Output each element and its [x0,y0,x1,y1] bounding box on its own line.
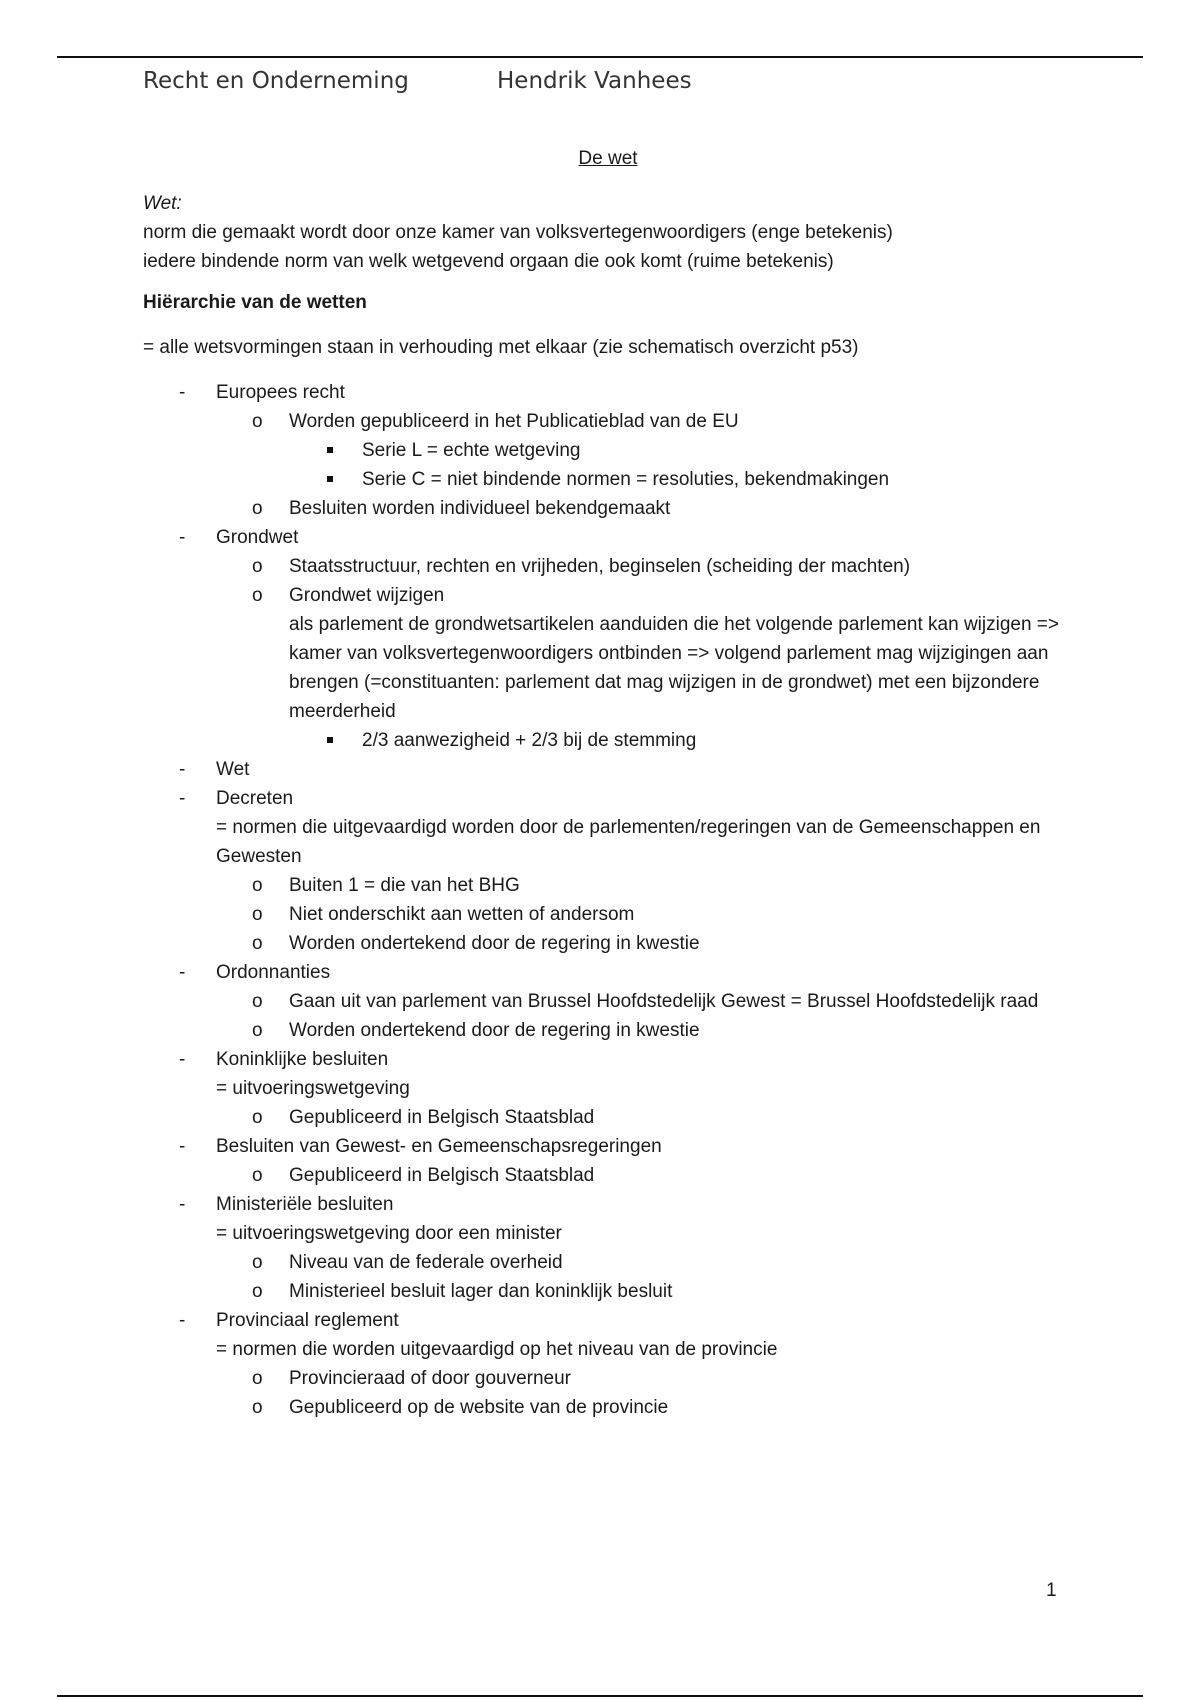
sub-item: o Gaan uit van parlement van Brussel Hoofdstedelijk Gewest = Brussel Hoofdstedelijk raad [216,987,1073,1016]
item-note: = normen die worden uitgevaardigd op het niveau van de provincie [216,1339,778,1360]
bullet-item: 2/3 aanwezigheid + 2/3 bij de stemming [289,726,1073,755]
sub-item: o Gepubliceerd in Belgisch Staatsblad [216,1103,1073,1132]
item-label: Ordonnanties [216,962,331,983]
course-title: Recht en Onderneming [143,68,409,94]
sub-item: o Provincieraad of door gouverneur [216,1364,1073,1393]
list-item [143,1045,1073,1132]
sub-item: o Niveau van de federale overheid [216,1248,1073,1277]
sub-item: o Gepubliceerd op de website van de provincie [216,1393,1073,1422]
list-item [143,523,1073,755]
sub-list [216,552,1073,755]
definition-line: norm die gemaakt wordt door onze kamer van volksvertegenwoordigers (enge betekenis) [143,222,893,243]
definition-label: Wet: [143,193,182,214]
sub-item: o Niet onderschikt aan wetten of andersom [216,900,1073,929]
sub-list [216,1161,1073,1190]
sub-item-text: Besluiten worden individueel bekendgemaakt [289,498,671,519]
item-label: Wet [216,759,250,780]
item-label: - Koninklijke besluiten [216,1049,389,1070]
list-item [143,1132,1073,1190]
sub-item: o Worden ondertekend door de regering in kwestie [216,929,1073,958]
item-label: - Provinciaal reglement [216,1310,399,1331]
list-item [143,1190,1073,1306]
sub-item: o Worden ondertekend door de regering in kwestie [216,1016,1073,1045]
sub-list [216,407,1073,523]
page-number: 1 [1046,1580,1057,1601]
bullet-item: Serie C = niet bindende normen = resoluties, bekendmakingen [289,465,1073,494]
document-body [143,144,1073,1422]
list-item [143,1306,1073,1422]
list-item [143,378,1073,523]
item-note: = uitvoeringswetgeving door een minister [216,1223,562,1244]
sub-item-text: Staatsstructuur, rechten en vrijheden, beginselen (scheiding der machten) [289,556,911,577]
bottom-rule [57,1695,1143,1697]
bullet-list [289,436,1073,494]
hierarchy-list [143,378,1073,1422]
sub-item [216,407,1073,494]
sub-list [216,1103,1073,1132]
item-note: = uitvoeringswetgeving [216,1078,410,1099]
sub-item-text: o Grondwet wijzigen [289,585,445,606]
item-note: = normen die uitgevaardigd worden door de parlementen/regeringen van de Gemeenschappen en Gewesten [216,817,1041,867]
item-label: - Decreten [216,788,294,809]
section-intro: = alle wetsvormingen staan in verhouding met elkaar (zie schematisch overzicht p53) [143,337,859,358]
section-heading: Hiërarchie van de wetten [143,292,367,313]
sub-item [216,581,1073,755]
sub-list [216,1248,1073,1306]
list-item [143,755,1073,784]
bullet-list [289,726,1073,755]
sub-item: o Buiten 1 = die van het BHG [216,871,1073,900]
bullet-item: Serie L = echte wetgeving [289,436,1073,465]
sub-item [216,552,1073,581]
sub-item: o Gepubliceerd in Belgisch Staatsblad [216,1161,1073,1190]
author-name: Hendrik Vanhees [497,68,692,94]
document-title: De wet [578,148,638,169]
page-header [143,68,692,94]
top-rule [57,56,1143,58]
sub-item-text: Worden gepubliceerd in het Publicatieblad van de EU [289,411,739,432]
sub-item: o Ministerieel besluit lager dan koninklijk besluit [216,1277,1073,1306]
item-label: Grondwet [216,527,299,548]
item-label: - Ministeriële besluiten [216,1194,394,1215]
sub-item-note: als parlement de grondwetsartikelen aanduiden die het volgende parlement kan wijzigen => kamer van volksvertegenwoordigers ontbinden => volgend parlement mag wijzigingen aan brengen (=constituanten: parlement dat mag wijzigen in de grondwet) met een bijzondere meerderheid [289,614,1060,722]
sub-list [216,987,1073,1045]
definition-line: iedere bindende norm van welk wetgevend orgaan die ook komt (ruime betekenis) [143,251,834,272]
item-label: Besluiten van Gewest- en Gemeenschapsregeringen [216,1136,662,1157]
sub-item [216,494,1073,523]
sub-list [216,871,1073,958]
list-item [143,784,1073,958]
list-item [143,958,1073,1045]
item-label: Europees recht [216,382,345,403]
sub-list [216,1364,1073,1422]
